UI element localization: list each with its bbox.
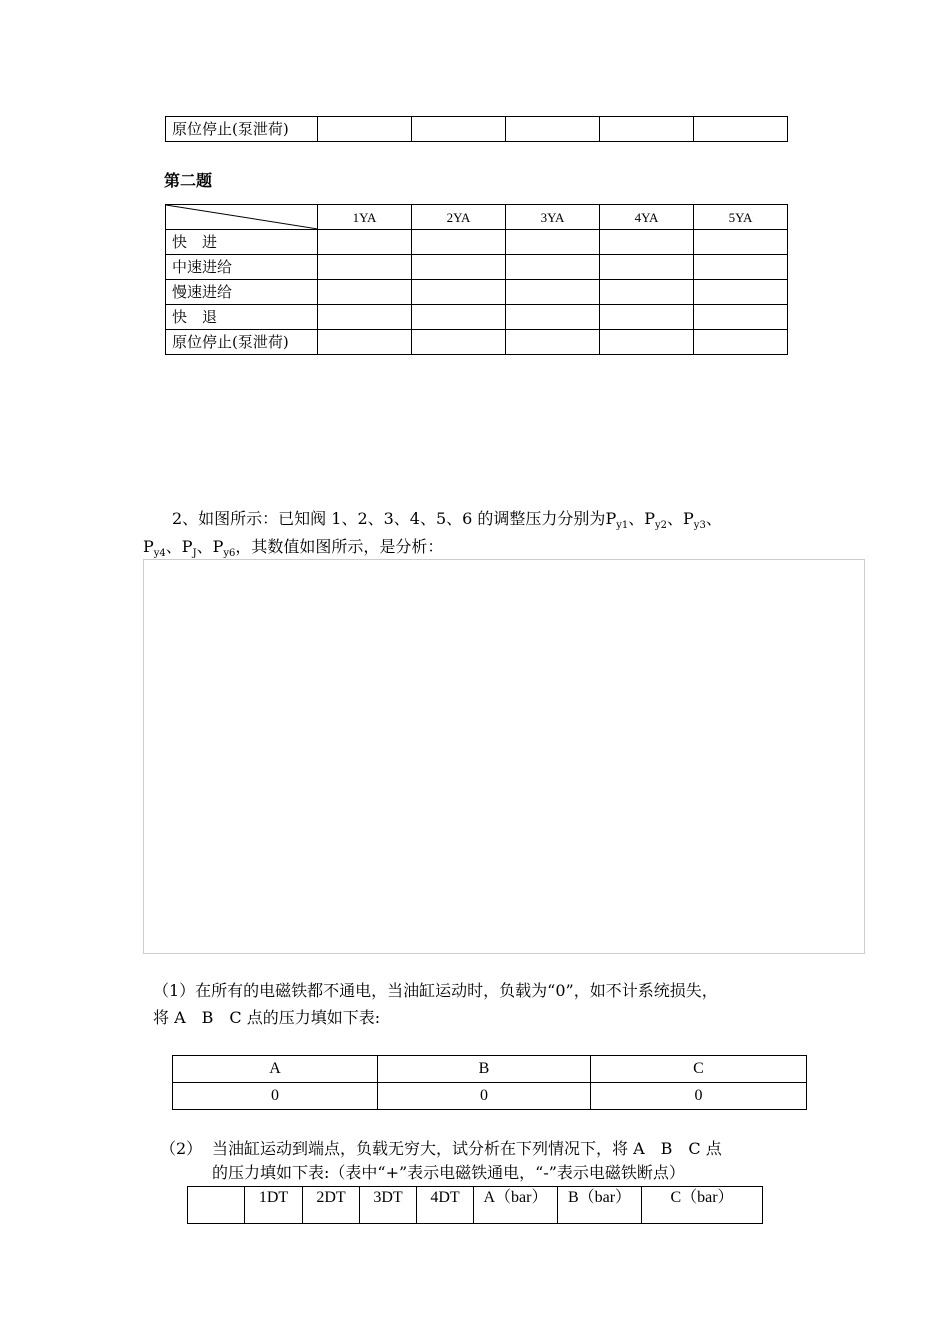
row-label: 原位停止(泵泄荷) [166, 330, 318, 355]
question-2-tail: ，其数值如图所示，是分析： [235, 537, 444, 556]
row-label: 快 退 [166, 305, 318, 330]
header-4ya: 4YA [600, 205, 694, 230]
abc-pressure-table [172, 1055, 807, 1110]
table-cell[interactable] [694, 305, 788, 330]
header-3ya: 3YA [506, 205, 600, 230]
header-c: C [591, 1056, 807, 1083]
row-label: 中速进给 [166, 255, 318, 280]
table-row [166, 255, 788, 280]
table-cell[interactable] [600, 280, 694, 305]
header-empty [188, 1187, 245, 1224]
table-cell[interactable] [600, 305, 694, 330]
table-cell[interactable] [412, 230, 506, 255]
table-cell[interactable] [318, 280, 412, 305]
header-2dt: 2DT [303, 1187, 360, 1224]
table-cell[interactable] [506, 330, 600, 355]
table-row [166, 330, 788, 355]
table-cell[interactable] [412, 117, 506, 142]
value-c: 0 [591, 1083, 807, 1110]
header-2ya: 2YA [412, 205, 506, 230]
table-cell[interactable] [412, 255, 506, 280]
table-cell[interactable] [412, 330, 506, 355]
table-cell[interactable] [506, 117, 600, 142]
part2-line1: 当油缸运动到端点，负载无穷大，试分析在下列情况下，将 A B C 点 [212, 1139, 722, 1158]
table-cell[interactable] [318, 305, 412, 330]
table-row [166, 230, 788, 255]
table-cell[interactable] [412, 280, 506, 305]
table-cell[interactable] [318, 230, 412, 255]
row-label: 快 进 [166, 230, 318, 255]
table-cell[interactable] [600, 117, 694, 142]
section-title: 第二题 [164, 171, 213, 190]
header-5ya: 5YA [694, 205, 788, 230]
row-label: 原位停止(泵泄荷) [166, 117, 318, 142]
diagonal-line [166, 205, 318, 230]
header-b-bar: B（bar） [558, 1187, 642, 1224]
table-row [173, 1083, 807, 1110]
table-cell[interactable] [412, 305, 506, 330]
table-cell[interactable] [694, 280, 788, 305]
header-1ya: 1YA [318, 205, 412, 230]
table-row [166, 305, 788, 330]
table-row [166, 117, 788, 142]
table-cell[interactable] [506, 230, 600, 255]
table-row [166, 280, 788, 305]
header-a-bar: A（bar） [474, 1187, 558, 1224]
part2-label: （2） [160, 1139, 203, 1158]
header-3dt: 3DT [360, 1187, 417, 1224]
header-4dt: 4DT [417, 1187, 474, 1224]
part1-line2: 将 A B C 点的压力填如下表: [153, 1008, 381, 1027]
table-header-row [188, 1187, 763, 1224]
table-cell[interactable] [600, 330, 694, 355]
question-2-intro: 2、如图所示：已知阀 1、2、3、4、5、6 的调整压力分别为 [172, 509, 606, 528]
table-cell[interactable] [506, 255, 600, 280]
row-label: 慢速进给 [166, 280, 318, 305]
table-cell[interactable] [694, 117, 788, 142]
solenoid-table [165, 204, 788, 355]
table-cell[interactable] [694, 330, 788, 355]
header-c-bar: C（bar） [642, 1187, 763, 1224]
table-cell[interactable] [318, 117, 412, 142]
top-table [165, 116, 788, 142]
table-cell[interactable] [318, 330, 412, 355]
part1-line1: （1）在所有的电磁铁都不通电，当油缸运动时，负载为“0”，如不计系统损失， [153, 981, 718, 1000]
table-header-row [173, 1056, 807, 1083]
dt-pressure-table [187, 1186, 763, 1224]
header-1dt: 1DT [245, 1187, 303, 1224]
table-cell[interactable] [506, 305, 600, 330]
question-2-line1: 2、如图所示：已知阀 1、2、3、4、5、6 的调整压力分别为$P_{y1}$、$P_{y2}$、$P_{y3}$、 [172, 509, 722, 531]
header-b: B [378, 1056, 591, 1083]
table-cell[interactable] [318, 255, 412, 280]
question-2-line2: $P_{y4}$、$P_J$、$P_{y6}$，其数值如图所示，是分析： [143, 537, 444, 559]
diagonal-header-cell [166, 205, 318, 230]
table-cell[interactable] [694, 230, 788, 255]
value-b: 0 [378, 1083, 591, 1110]
table-cell[interactable] [506, 280, 600, 305]
header-a: A [173, 1056, 378, 1083]
table-cell[interactable] [600, 255, 694, 280]
value-a: 0 [173, 1083, 378, 1110]
table-header-row [166, 205, 788, 230]
part2-line2: 的压力填如下表:（表中“+”表示电磁铁通电，“-”表示电磁铁断点） [212, 1163, 685, 1182]
table-cell[interactable] [694, 255, 788, 280]
table-cell[interactable] [600, 230, 694, 255]
figure-placeholder [143, 559, 865, 954]
